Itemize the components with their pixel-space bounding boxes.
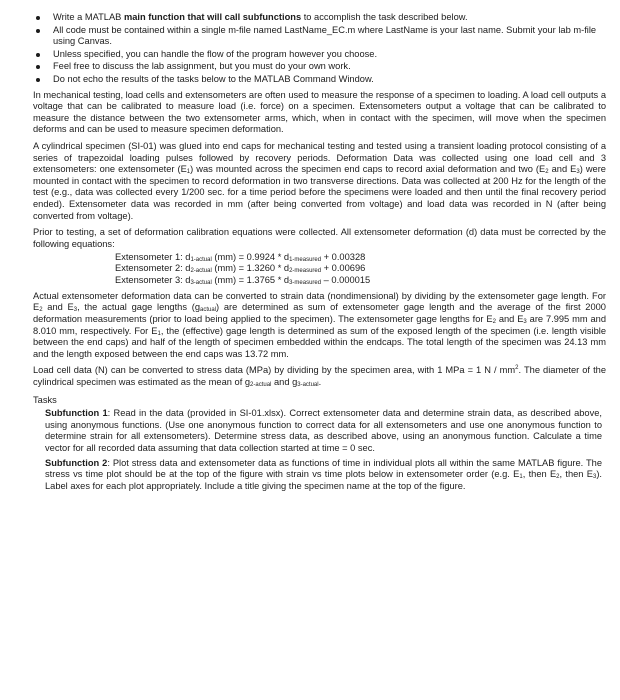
stress-paragraph: Load cell data (N) can be converted to stress data (MPa) by dividing by the specimen area, with 1 MPa = 1 N / $mm^2$. The diameter of the cylindrical specimen was estimated as the mean of $g_{2-actual}$ and $g_{3-actual}$. <box>33 365 606 389</box>
instruction-text: to accomplish the task described below. <box>301 12 468 22</box>
equation-extensometer-3: Extensometer 3: $d_{3-actual}$ $(mm) = 1.3765 * d_{3-measured} - 0.000015$ <box>115 274 371 286</box>
instruction-item: Feel free to discuss the lab assignment, but you must do your own work. <box>53 61 606 73</box>
calibration-paragraph: Prior to testing, a set of deformation calibration equations were collected. All extensometer deformation (d) data must be corrected by the following equations: <box>33 227 606 249</box>
subfunction-1-label: Subfunction 1 <box>45 408 108 419</box>
equation-extensometer-2: Extensometer 2: $d_{2-actual}$ $(mm) = 1.3260 * d_{2-measured} + 0.00696$ <box>115 263 366 275</box>
instruction-item: All code must be contained within a single m-file named LastName_EC.m where LastName is your last name. Submit your lab m-file using Canvas. <box>53 25 606 48</box>
instruction-list <box>33 12 606 86</box>
instruction-item: Do not echo the results of the tasks below to the MATLAB Command Window. <box>53 74 606 86</box>
instruction-item: Unless specified, you can handle the flow of the program however you choose. <box>53 49 606 61</box>
intro-paragraph: In mechanical testing, load cells and extensometers are often used to measure the response of a specimen to loading. A load cell outputs a voltage that can be calibrated to measure load (i.e. force) on a specimen. Extensometers output a voltage that can be calibrated to measure the distance between the two extensometer arms, which, when in contact with the specimen, will move when the specimen deforms and can be used to measure specimen deformation. <box>33 89 606 135</box>
instruction-text: Write a MATLAB <box>53 12 124 22</box>
subfunction-2-label: Subfunction 2 <box>45 457 108 468</box>
calibration-equations <box>115 252 606 286</box>
tasks-heading: Tasks <box>33 394 57 405</box>
instruction-emphasis: main function that will call subfunctions <box>123 12 302 22</box>
instruction-item <box>53 12 606 24</box>
subfunction-1-task: Subfunction 1: Read in the data (provided in SI-01.xlsx). Correct extensometer data and determine strain data, as described above, using anonymous functions. (Use one anonymous function to correct data for all extensometers and use one anonymous function to determine strain for all extensometers). Determine stress data, as described above, using an anonymous function. Calculate a time vector for all recorded data assuming that data collection started at time = 0 sec. <box>45 408 602 454</box>
specimen-paragraph: A cylindrical specimen (SI-01) was glued into end caps for mechanical testing and tested using a transient loading protocol consisting of a series of trapezoidal loading pulses followed by recovery periods. Deformation Data was collected using one load cell and 3 extensometers: one extensometer $(E_1)$ was mounted across the specimen end caps to record axial deformation and two ($E_2$ and $E_3$) were mounted in contact with the specimen to record deformation in two transverse directions. Data was collected at 200 Hz for the length of the test (e.g., data was collected every 1/200 sec. for a time period before the specimens were loaded and then until the final recovery period ended). Extensometer data was recorded in mm (after being converted from voltage) and load data was recorded in N (after being converted from voltage). <box>33 140 606 221</box>
equation-extensometer-1: Extensometer 1: $d_{1-actual}$ $(mm) = 0.9924 * d_{1-measured} + 0.00328$ <box>115 252 366 264</box>
subfunction-2-task: Subfunction 2: Plot stress data and extensometer data as functions of time in individual plots all within the same MATLAB figure. The stress vs time plot should be at the top of the figure with strain vs time plots below in extensometer order (e.g. $E_1$, then $E_2$, then $E_3$). Label axes for each plot appropriately. Include a title giving the specimen name at the top of the figure. <box>45 457 603 491</box>
strain-paragraph: Actual extensometer deformation data can be converted to strain data (nondimensional) by dividing by the extensometer gage length. For $E_2$ and $E_3$, the actual gage lengths $(g_{actual})$ are determined as sum of extensometer gage length and the average of the first 2000 deformation measurements (prior to load being applied to the specimen). The extensometer gage lengths for $E_2$ and $E_3$ are 7.995 mm and 8.010 mm, respectively. For $E_1$, the (effective) gage length is determined as sum of the exposed length of the specimen (i.e. length visible between the end caps) and half of the length of specimen embedded within the endcaps. The total length of the specimen was 24.13 mm and the length exposed between the end caps was 13.72 mm. <box>33 290 606 359</box>
